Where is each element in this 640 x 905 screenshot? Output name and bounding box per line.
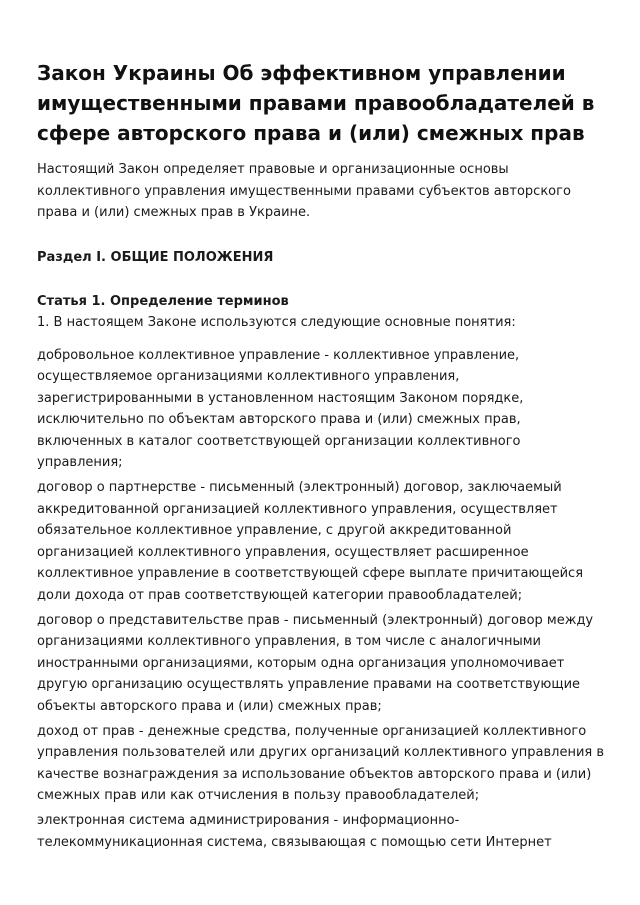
- paragraph-line: осуществляемое организациями коллективного управления,: [37, 369, 460, 384]
- paragraph-line: качестве вознаграждения за использование объектов авторского права и (или): [37, 766, 592, 782]
- intro-paragraph: [37, 159, 640, 224]
- definitions-list: [37, 345, 640, 854]
- paragraph-line: организацией коллективного управления, осуществляет расширенное: [37, 544, 529, 560]
- paragraph-line: электронная система администрирования - информационно-: [37, 813, 460, 828]
- paragraph-line: другую организацию осуществлять управление правами на соответствующие: [37, 677, 581, 692]
- paragraph-line: телекоммуникационная система, связывающая с помощью сети Интернет: [37, 834, 552, 850]
- paragraph-line: зарегистрированными в установленном настоящим Законом порядке,: [37, 390, 524, 406]
- intro-line: права и (или) смежных прав в Украине.: [37, 205, 311, 220]
- title-line: сфере авторского права и (или) смежных прав: [37, 121, 585, 145]
- document-title: [37, 58, 640, 148]
- definition-paragraph: [37, 721, 640, 807]
- paragraph-line: договор о партнерстве - письменный (электронный) договор, заключаемый: [37, 480, 562, 495]
- article-lead: 1. В настоящем Законе используются следующие основные понятия:: [37, 314, 516, 330]
- intro-line: Настоящий Закон определяет правовые и организационные основы: [37, 162, 509, 177]
- paragraph-line: организациями коллективного управления, в том числе с аналогичными: [37, 634, 542, 649]
- definition-paragraph: [37, 345, 640, 474]
- section-heading: Раздел I. ОБЩИЕ ПОЛОЖЕНИЯ: [37, 249, 274, 265]
- definition-paragraph: [37, 810, 640, 853]
- article-heading: Статья 1. Определение терминов: [37, 293, 289, 309]
- paragraph-line: обязательное коллективное управление, с другой аккредитованной: [37, 523, 512, 538]
- paragraph-line: объекты авторского права и (или) смежных прав;: [37, 698, 382, 714]
- paragraph-line: исключительно по объектам авторского права и (или) смежных прав,: [37, 412, 521, 427]
- intro-line: коллективного управления имущественными правами субъектов авторского: [37, 183, 571, 199]
- paragraph-line: коллективное управление в соответствующей сфере выплате причитающейся: [37, 566, 584, 581]
- paragraph-line: доход от прав - денежные средства, полученные организацией коллективного: [37, 723, 587, 739]
- definition-paragraph: [37, 610, 640, 718]
- paragraph-line: добровольное коллективное управление - коллективное управление,: [37, 347, 520, 363]
- paragraph-line: договор о представительстве прав - письменный (электронный) договор между: [37, 612, 594, 628]
- paragraph-line: иностранными организациями, которым одна организация уполномочивает: [37, 655, 565, 671]
- paragraph-line: управления;: [37, 455, 123, 470]
- paragraph-line: смежных прав или как отчисления в пользу правообладателей;: [37, 788, 480, 803]
- title-line: Закон Украины Об эффективном управлении: [37, 61, 566, 85]
- paragraph-line: доли дохода от прав соответствующей категории правообладателей;: [37, 587, 523, 603]
- paragraph-line: управления пользователей или других организаций коллективного управления в: [37, 745, 605, 760]
- paragraph-line: аккредитованной организацией коллективного управления, осуществляет: [37, 501, 558, 517]
- title-line: имущественными правами правообладателей в: [37, 91, 595, 115]
- definition-paragraph: [37, 477, 640, 606]
- paragraph-line: включенных в каталог соответствующей организации коллективного: [37, 433, 521, 449]
